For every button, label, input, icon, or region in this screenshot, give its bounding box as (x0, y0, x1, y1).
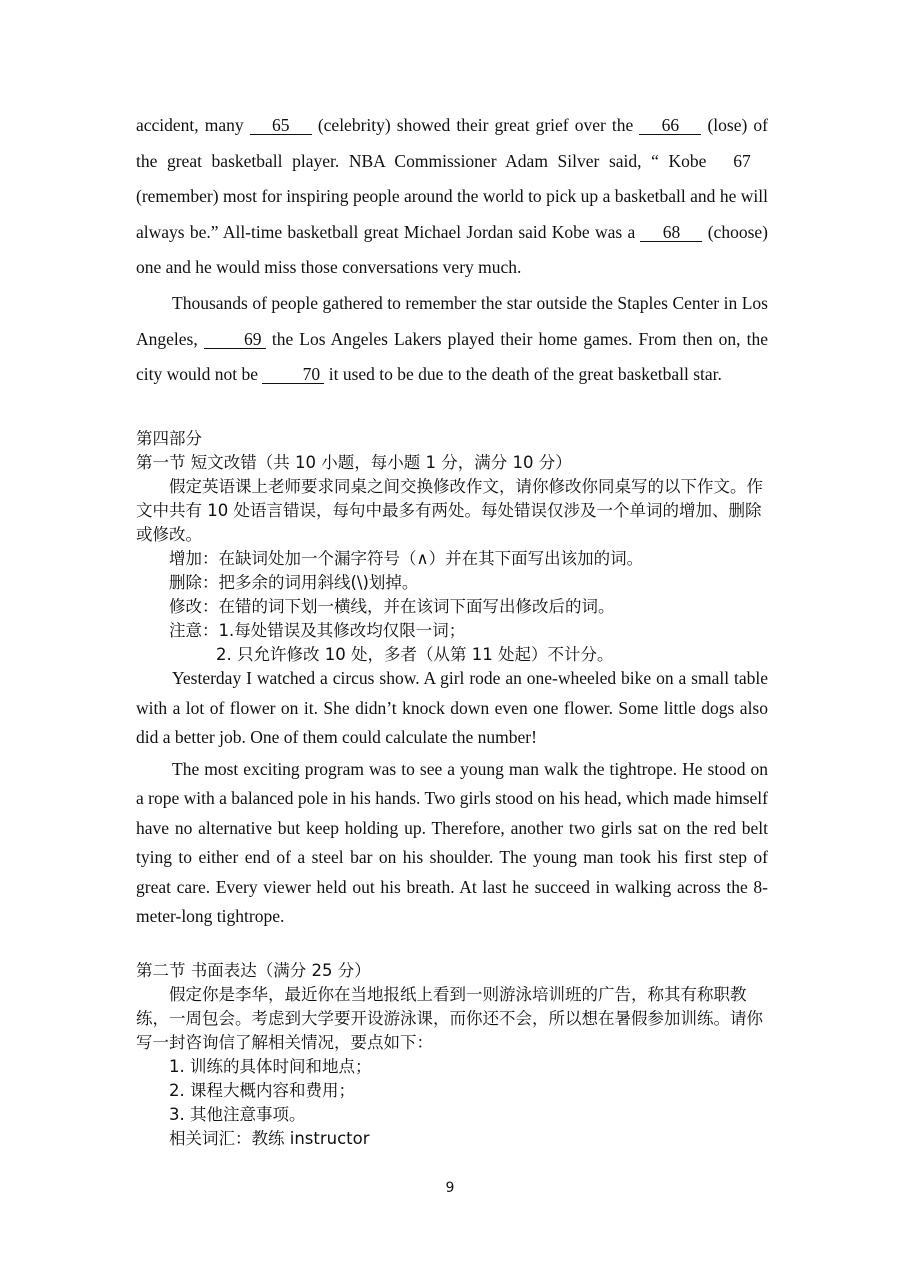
point-2: 2. 课程大概内容和费用； (169, 1081, 355, 1100)
reading-passage-continued (136, 108, 768, 393)
blank-67[interactable]: 67 (733, 150, 751, 171)
rule-modify: 修改：在错的词下划一横线，并在该词下面写出修改后的词。 (169, 597, 615, 616)
section2 (136, 959, 768, 1151)
point-3: 3. 其他注意事项。 (169, 1105, 306, 1124)
reading-paragraph-2: Thousands of people gathered to remember the star outside the Staples Center in Los Angeles, 69 the Los Angeles Lakers played their home games. From then on, the city would not be 70 it used to be due to the death of the great basketball star. (136, 292, 768, 385)
part4-header (136, 427, 768, 667)
rule-delete: 删除：把多余的词用斜线(\)划掉。 (169, 573, 419, 592)
blank-70[interactable]: 70 (262, 365, 324, 384)
section2-title: 第二节 书面表达（满分 25 分） (136, 961, 371, 980)
essay-paragraph-1: Yesterday I watched a circus show. A girl rode an one-wheeled bike on a small table with a lot of flower on it. She didn’t knock down even one flower. Some little dogs also did a better job. One of them could calculate the number! (136, 668, 768, 747)
blank-65[interactable]: 65 (250, 116, 312, 135)
note-2: 2. 只允许修改 10 处，多者（从第 11 处起）不计分。 (216, 645, 614, 664)
part4-title: 第四部分 (136, 429, 202, 448)
error-correction-essay (136, 664, 768, 932)
reading-paragraph-1: accident, many 65 (celebrity) showed their great grief over the 66 (lose) of the great basketball player. NBA Commissioner Adam Silver said, “ Kobe 67 (remember) most for inspiring people around the world to pick up a basketball and he will always be.” All-time basketball great Michael Jordan said Kobe was a 68 (choose) one and he would miss those conversations very much. (136, 115, 768, 278)
rule-add: 增加：在缺词处加一个漏字符号（∧）并在其下面写出该加的词。 (169, 549, 644, 568)
blank-66[interactable]: 66 (639, 116, 701, 135)
section1-instruction: 假定英语课上老师要求同桌之间交换修改作文，请你修改你同桌写的以下作文。作文中共有 10 处语言错误，每句中最多有两处。每处错误仅涉及一个单词的增加、删除或修改。 (136, 477, 763, 544)
essay-paragraph-2: The most exciting program was to see a young man walk the tightrope. He stood on a rope with a balanced pole in his hands. Two girls stood on his head, which made himself have no alternative but keep holding up. Therefore, another two girls sat on the red belt tying to either end of a steel bar on his shoulder. The young man took his first step of great care. Every viewer held out his breath. At last he succeed in walking across the 8-meter-long tightrope. (136, 758, 768, 926)
section2-instruction: 假定你是李华，最近你在当地报纸上看到一则游泳培训班的广告，称其有称职教练，一周包会。考虑到大学要开设游泳课，而你还不会，所以想在暑假参加训练。请你写一封咨询信了解相关情况，要点如下： (136, 985, 763, 1052)
point-1: 1. 训练的具体时间和地点； (169, 1057, 372, 1076)
page-number: 9 (445, 1180, 455, 1196)
blank-68[interactable]: 68 (640, 223, 702, 242)
blank-69[interactable]: 69 (204, 330, 266, 349)
section1-title: 第一节 短文改错（共 10 小题，每小题 1 分，满分 10 分） (136, 453, 572, 472)
note-1: 注意：1.每处错误及其修改均仅限一词； (169, 621, 466, 640)
vocabulary: 相关词汇：教练 instructor (169, 1129, 370, 1148)
